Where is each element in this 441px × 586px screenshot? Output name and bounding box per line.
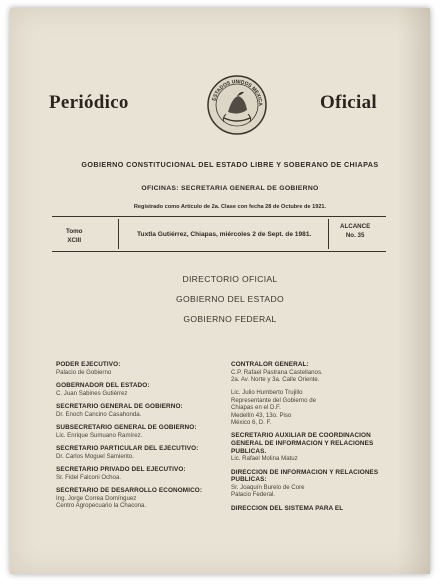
newspaper-page xyxy=(10,8,430,574)
directory-entry-title: SECRETARIO GENERAL DE GOBIERNO: xyxy=(56,403,183,410)
masthead-title-right: Oficial xyxy=(320,92,377,113)
masthead-title-left: Periódico xyxy=(49,92,129,113)
directory-entry-detail: Lic. Julio Humberto Trujillo xyxy=(231,389,303,397)
directory-entry-detail: Lic. Rafael Molina Matuz xyxy=(231,455,298,463)
box-divider xyxy=(328,219,329,249)
directory-entry-detail: C.P. Rafael Pastrana Castellanos. xyxy=(231,368,323,376)
directory-entry-detail: Representante del Gobierno de xyxy=(231,396,317,404)
directory-entry xyxy=(231,389,401,426)
directory-entry-detail: Sr. Joaquín Burelo de Core xyxy=(231,483,305,491)
directory-entry xyxy=(56,466,231,481)
directory-entry xyxy=(56,403,231,418)
directory-entry-detail: Dr. Carlos Moguel Samiento. xyxy=(56,452,134,460)
tomo-value: XCIII xyxy=(67,237,82,244)
directory-right-column xyxy=(231,361,401,518)
directory-entry-title: PODER EJECUTIVO: xyxy=(56,361,121,368)
box-divider xyxy=(118,219,119,249)
alcance-value: No. 35 xyxy=(345,232,365,239)
directory-entry-title: SECRETARIO DE DESARROLLO ECONOMICO: xyxy=(56,487,203,494)
directory-entry-detail: Dr. Enoch Cancino Casahonda. xyxy=(56,410,142,418)
directory-entry-detail: Palacio de Gobierno xyxy=(56,368,112,376)
directory-entry xyxy=(56,382,231,397)
issue-dateline: Tuxtla Gutiérrez, Chiapas, miércoles 2 de Sept. de 1981. xyxy=(137,231,312,238)
directory-entry-title: SUBSECRETARIO GENERAL DE GOBIERNO: xyxy=(56,424,197,431)
directory-entry-detail: Palacio Federal. xyxy=(231,491,276,499)
directory-entry-detail: 2a. Av. Norte y 3a. Calle Oriente. xyxy=(231,376,320,383)
directory-entry xyxy=(56,361,231,376)
directory-entry-title: SECRETARIO PARTICULAR DEL EJECUTIVO: xyxy=(56,445,199,452)
government-heading: GOBIERNO CONSTITUCIONAL DEL ESTADO LIBRE Y SOBERANO DE CHIAPAS xyxy=(81,160,379,169)
issue-info-box xyxy=(52,216,386,252)
tomo-block xyxy=(66,227,82,245)
directory-entry-detail: Centro Agropecuario la Chacona. xyxy=(56,502,147,509)
directory-entry-title: GOBERNADOR DEL ESTADO: xyxy=(56,382,150,389)
registration-line: Registrado como Artículo de 2a. Clase con fecha 28 de Octubre de 1921. xyxy=(133,204,327,210)
directory-entry-title: CONTRALOR GENERAL: xyxy=(231,361,309,368)
directory-entry xyxy=(56,445,231,460)
directory-entry xyxy=(231,469,401,499)
directory-entry-detail: Lic. Enrique Sumuano Ramírez. xyxy=(56,431,143,439)
directory-entry xyxy=(231,505,401,513)
directory-entry-detail: Ing. Jorge Correa Domínguez xyxy=(56,494,137,502)
directory-entry-detail: Chiapas en el D.F. xyxy=(231,404,281,412)
directory-entry xyxy=(231,361,401,383)
directory-entry-detail: C. Juan Sabines Gutiérrez xyxy=(56,389,128,397)
directory-entry-title: SECRETARIO AUXILIAR DE COORDINACION GENERAL DE INFORMACION Y RELACIONES PUBLICAS. xyxy=(231,432,374,455)
tomo-label: Tomo xyxy=(66,228,83,235)
directory-entry-title: DIRECCION DEL SISTEMA PARA EL xyxy=(231,504,344,512)
directory-left-column xyxy=(56,361,231,515)
directory-heading: DIRECTORIO OFICIAL xyxy=(182,274,278,284)
alcance-label: ALCANCE xyxy=(340,223,371,230)
directory-entry-detail: México 6, D. F. xyxy=(231,419,272,427)
directory-entry xyxy=(56,424,231,439)
directory-entry xyxy=(56,487,231,509)
offices-line: OFICINAS: SECRETARIA GENERAL DE GOBIERNO xyxy=(141,185,319,192)
state-government-heading: GOBIERNO DEL ESTADO xyxy=(176,294,284,304)
svg-text:ESTADOS UNIDOS MEXICANOS: ESTADOS UNIDOS MEXICA xyxy=(211,78,264,107)
directory-entry-title: SECRETARIO PRIVADO DEL EJECUTIVO: xyxy=(56,466,186,473)
mexico-coat-of-arms-seal xyxy=(206,74,268,136)
directory-entry xyxy=(231,432,401,462)
directory-entry-detail: Sr. Fidel Falconi Ochoa. xyxy=(56,473,122,481)
alcance-block xyxy=(340,222,370,240)
directory-entry-detail: Medellín 43, 13o. Piso xyxy=(231,411,292,419)
directory-entry-title: DIRECCION DE INFORMACION Y RELACIONES PUBLICAS: xyxy=(231,468,379,484)
federal-government-heading: GOBIERNO FEDERAL xyxy=(183,314,277,324)
